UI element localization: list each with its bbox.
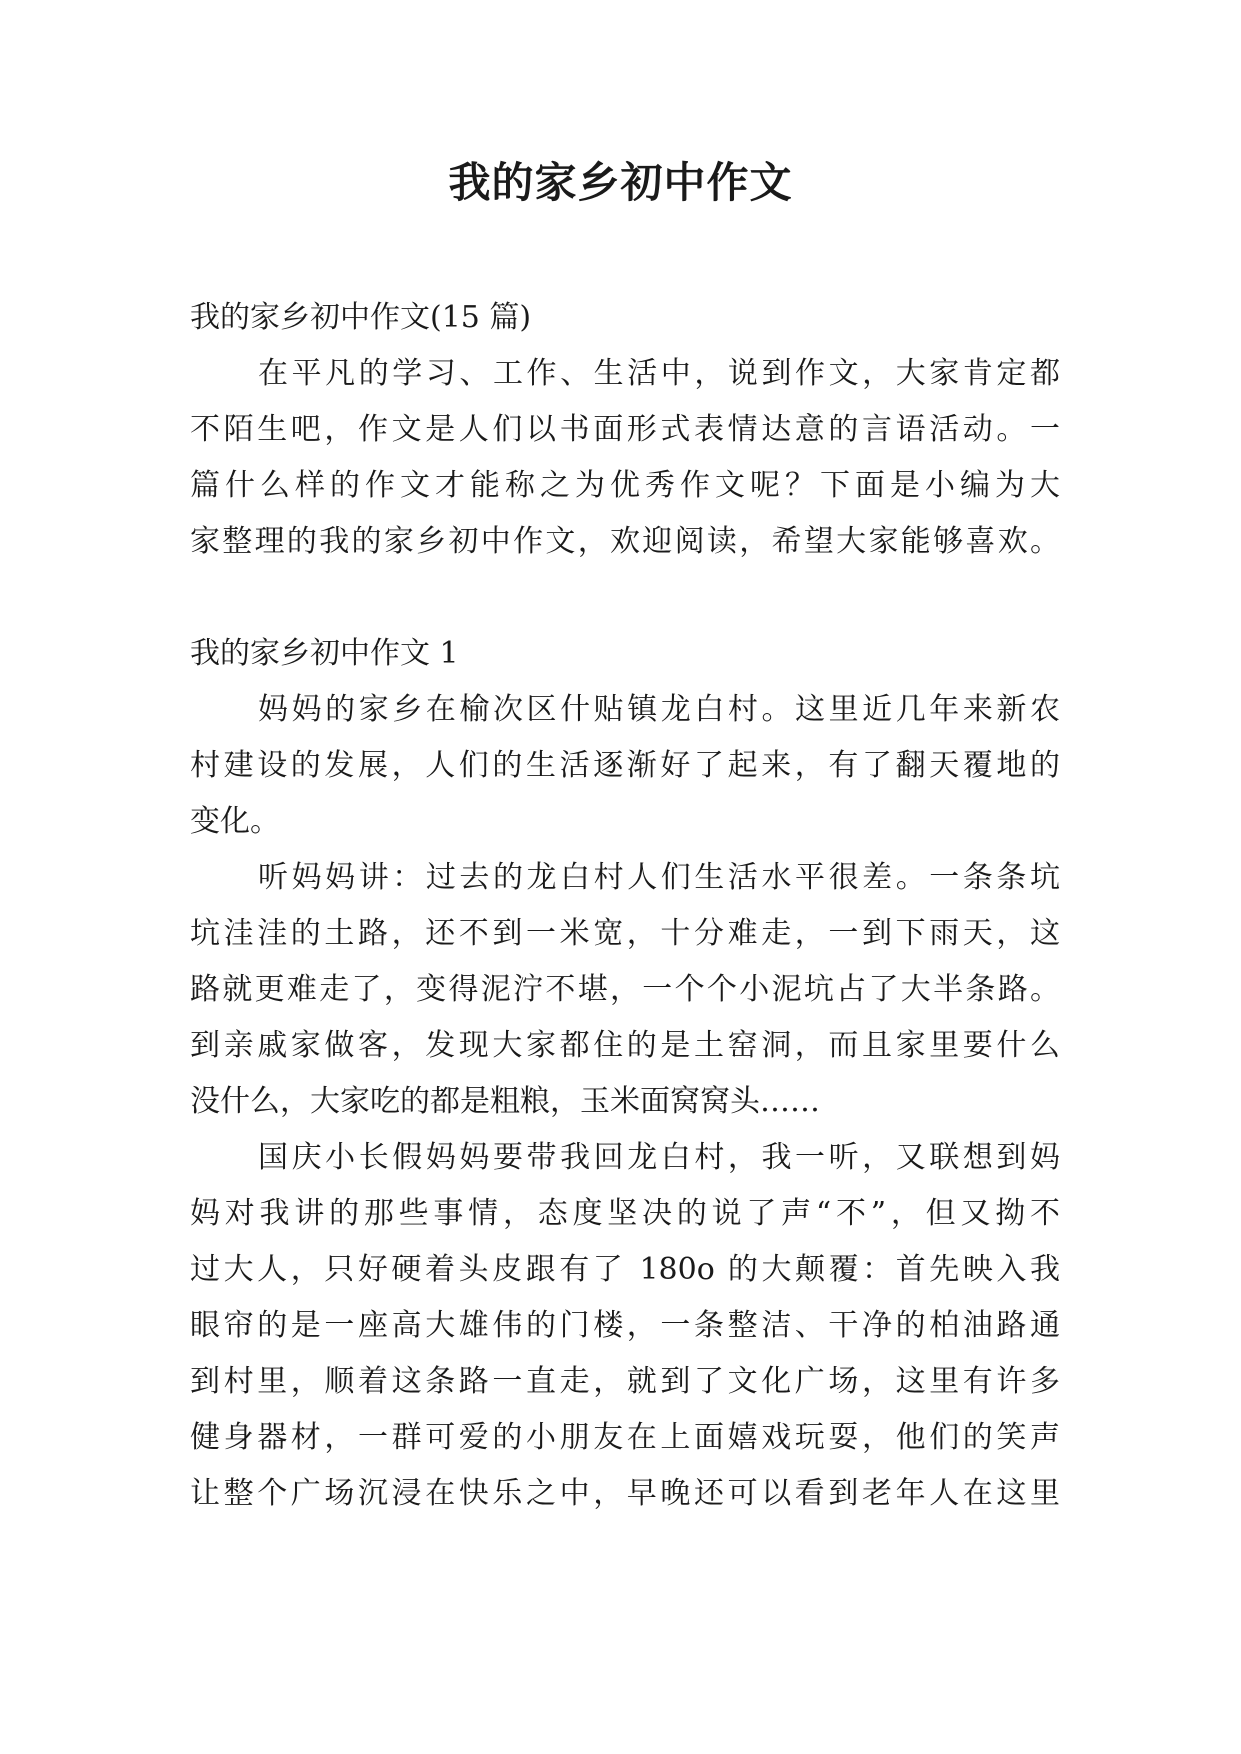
paragraph-line: 妈对我讲的那些事情，态度坚决的说了声“不”，但又拗不 [190,1196,1060,1231]
intro-line: 家整理的我的家乡初中作文，欢迎阅读，希望大家能够喜欢。 [190,524,1060,559]
paragraph-line: 没什么，大家吃的都是粗粮，玉米面窝窝头…… [190,1084,820,1119]
paragraph-line: 健身器材，一群可爱的小朋友在上面嬉戏玩耍，他们的笑声 [190,1420,1060,1455]
document-title: 我的家乡初中作文 [448,158,793,207]
paragraph-line: 过大人，只好硬着头皮跟有了 180o 的大颠覆：首先映入我 [190,1252,1060,1287]
paragraph-line: 村建设的发展，人们的生活逐渐好了起来，有了翻天覆地的 [190,748,1060,783]
document-subtitle: 我的家乡初中作文(15 篇) [190,300,532,335]
intro-line: 在平凡的学习、工作、生活中，说到作文，大家肯定都 [258,356,1060,391]
paragraph-line: 听妈妈讲：过去的龙白村人们生活水平很差。一条条坑 [258,860,1060,895]
paragraph-gap [190,570,1060,626]
paragraph-line: 路就更难走了，变得泥泞不堪，一个个小泥坑占了大半条路。 [190,972,1060,1007]
paragraph-line: 让整个广场沉浸在快乐之中，早晚还可以看到老年人在这里 [190,1476,1060,1511]
intro-line: 篇什么样的作文才能称之为优秀作文呢？下面是小编为大 [190,468,1060,503]
paragraph-line: 到村里，顺着这条路一直走，就到了文化广场，这里有许多 [190,1364,1060,1399]
paragraph-line: 到亲戚家做客，发现大家都住的是土窑洞，而且家里要什么 [190,1028,1060,1063]
document-body [190,290,1060,1522]
paragraph-line: 国庆小长假妈妈要带我回龙白村，我一听，又联想到妈 [258,1140,1060,1175]
section-heading: 我的家乡初中作文 1 [190,636,459,671]
paragraph-line: 变化。 [190,804,280,839]
paragraph-line: 眼帘的是一座高大雄伟的门楼，一条整洁、干净的柏油路通 [190,1308,1060,1343]
paragraph-line: 坑洼洼的土路，还不到一米宽，十分难走，一到下雨天，这 [190,916,1060,951]
intro-line: 不陌生吧，作文是人们以书面形式表情达意的言语活动。一 [190,412,1060,447]
paragraph-line: 妈妈的家乡在榆次区什贴镇龙白村。这里近几年来新农 [258,692,1060,727]
